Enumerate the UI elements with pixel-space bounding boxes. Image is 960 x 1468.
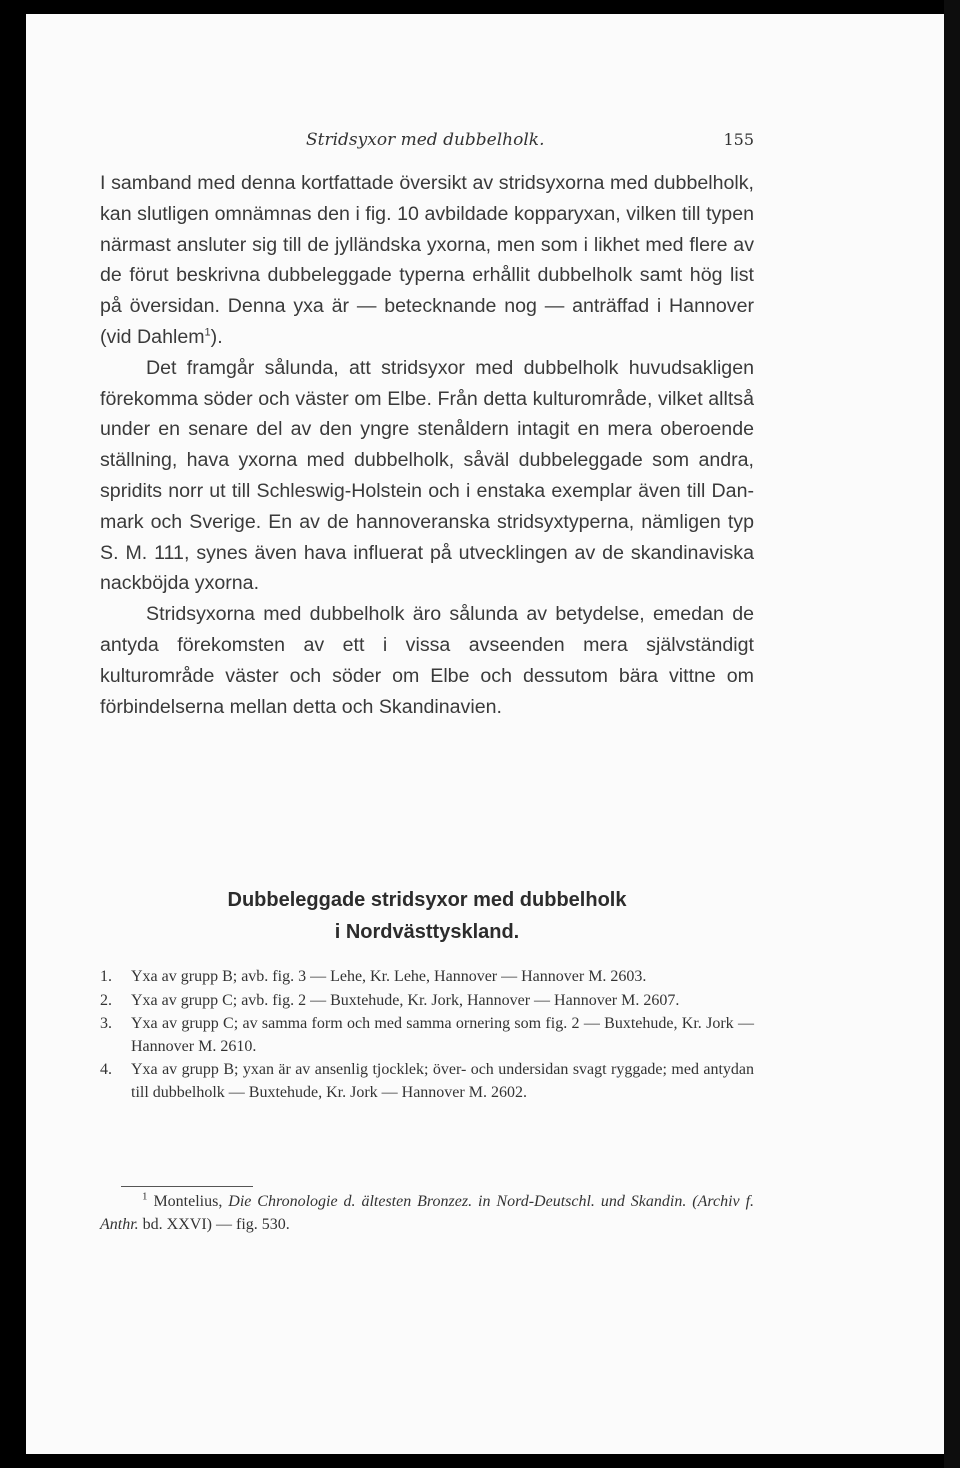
list-item-number: 2. xyxy=(100,991,112,1009)
list-item-number: 1. xyxy=(100,968,112,985)
paragraph-1-text: I samband med denna kortfattade översikt av stridsyxorna med dubbelholk, kan slutligen omnämnas den i fig. 10 avbildade kopparyxan, vilken till typen närmast ansluter sig till de jylländska yxorna, men som i likhet med flere av de förut beskrivna dubbeleggade typerna erhållit dubbelholk samt hög list på översidan. Denna yxa är — betecknande nog — anträffad i Hannover (vid Dahlem xyxy=(100,172,754,348)
section-heading-line-1: Dubbeleggade stridsyxor med dubbelholk xyxy=(227,889,627,911)
running-title: Stridsyxor med dubbelholk. xyxy=(306,130,545,150)
list-item-text: Yxa av grupp B; yxan är av ansenlig tjocklek; över- och undersidan svagt ryggade; med antydan till dubbelholk — Buxtehude, Kr. Jork — Hannover M. 2602. xyxy=(131,1061,754,1101)
footnote-rest: bd. XXVI) — fig. 530. xyxy=(142,1215,290,1233)
scan-border xyxy=(944,0,960,1468)
footnote-title: Die Chronologie d. ältesten Bronzez. in Nord-Deutschl. und Skandin. (Archiv f. Anthr. xyxy=(100,1193,755,1233)
footnote xyxy=(100,1191,754,1236)
footnote-author: Montelius, xyxy=(153,1193,223,1210)
footnote-divider xyxy=(121,1186,253,1187)
footnote-mark: 1 xyxy=(142,1190,148,1203)
list-item-text: Yxa av grupp C; avb. fig. 2 — Buxtehude, Kr. Jork, Hannover — Hannover M. 2607. xyxy=(131,991,680,1009)
paragraph-2: Det framgår sålunda, att stridsyxor med dubbelholk huvudsakligen förekomma söder och väster om Elbe. Från detta kulturområde, vilket alltså under en senare del av den yngre stenåldern intagit en mera oberoende ställning, hava yxorna med dubbelholk, såväl dubbeleggade som andra, spridits norr ut till Schleswig-Holstein och i enstaka exemplar även till Danmark och Sverige. En av de hannoveranska stridsyxtyperna, nämligen typ S. M. 111, synes även hava influerat på utvecklingen av de skandinaviska nackböjda yxorna. xyxy=(100,356,754,595)
body-text xyxy=(100,168,754,722)
page-header xyxy=(100,130,754,154)
list-item xyxy=(100,966,754,989)
paragraph-1 xyxy=(100,168,754,353)
finds-list xyxy=(100,966,754,1105)
list-item-text: Yxa av grupp C; av samma form och med samma ornering som fig. 2 — Buxtehude, Kr. Jork — Hannover M. 2610. xyxy=(131,1015,754,1055)
list-item xyxy=(100,1013,754,1058)
list-item xyxy=(100,1059,754,1104)
section-heading xyxy=(100,884,754,948)
list-item-number: 3. xyxy=(100,1015,112,1032)
page-number: 155 xyxy=(723,130,754,149)
paragraph-1-end: ). xyxy=(210,325,223,348)
section-heading-line-2: i Nordvästtyskland. xyxy=(334,921,520,943)
footnote-reference: 1 xyxy=(204,326,211,339)
list-item xyxy=(100,990,754,1013)
list-item-text: Yxa av grupp B; avb. fig. 3 — Lehe, Kr. Lehe, Hannover — Hannover M. 2603. xyxy=(131,968,647,985)
paragraph-3: Stridsyxorna med dubbelholk äro sålunda av betydelse, emedan de antyda förekomsten av ett i vissa avseenden mera självständigt kulturområde väster och söder om Elbe och dessutom bära vittne om förbindelserna mellan detta och Skandinavien. xyxy=(100,603,754,718)
list-item-number: 4. xyxy=(100,1061,112,1078)
